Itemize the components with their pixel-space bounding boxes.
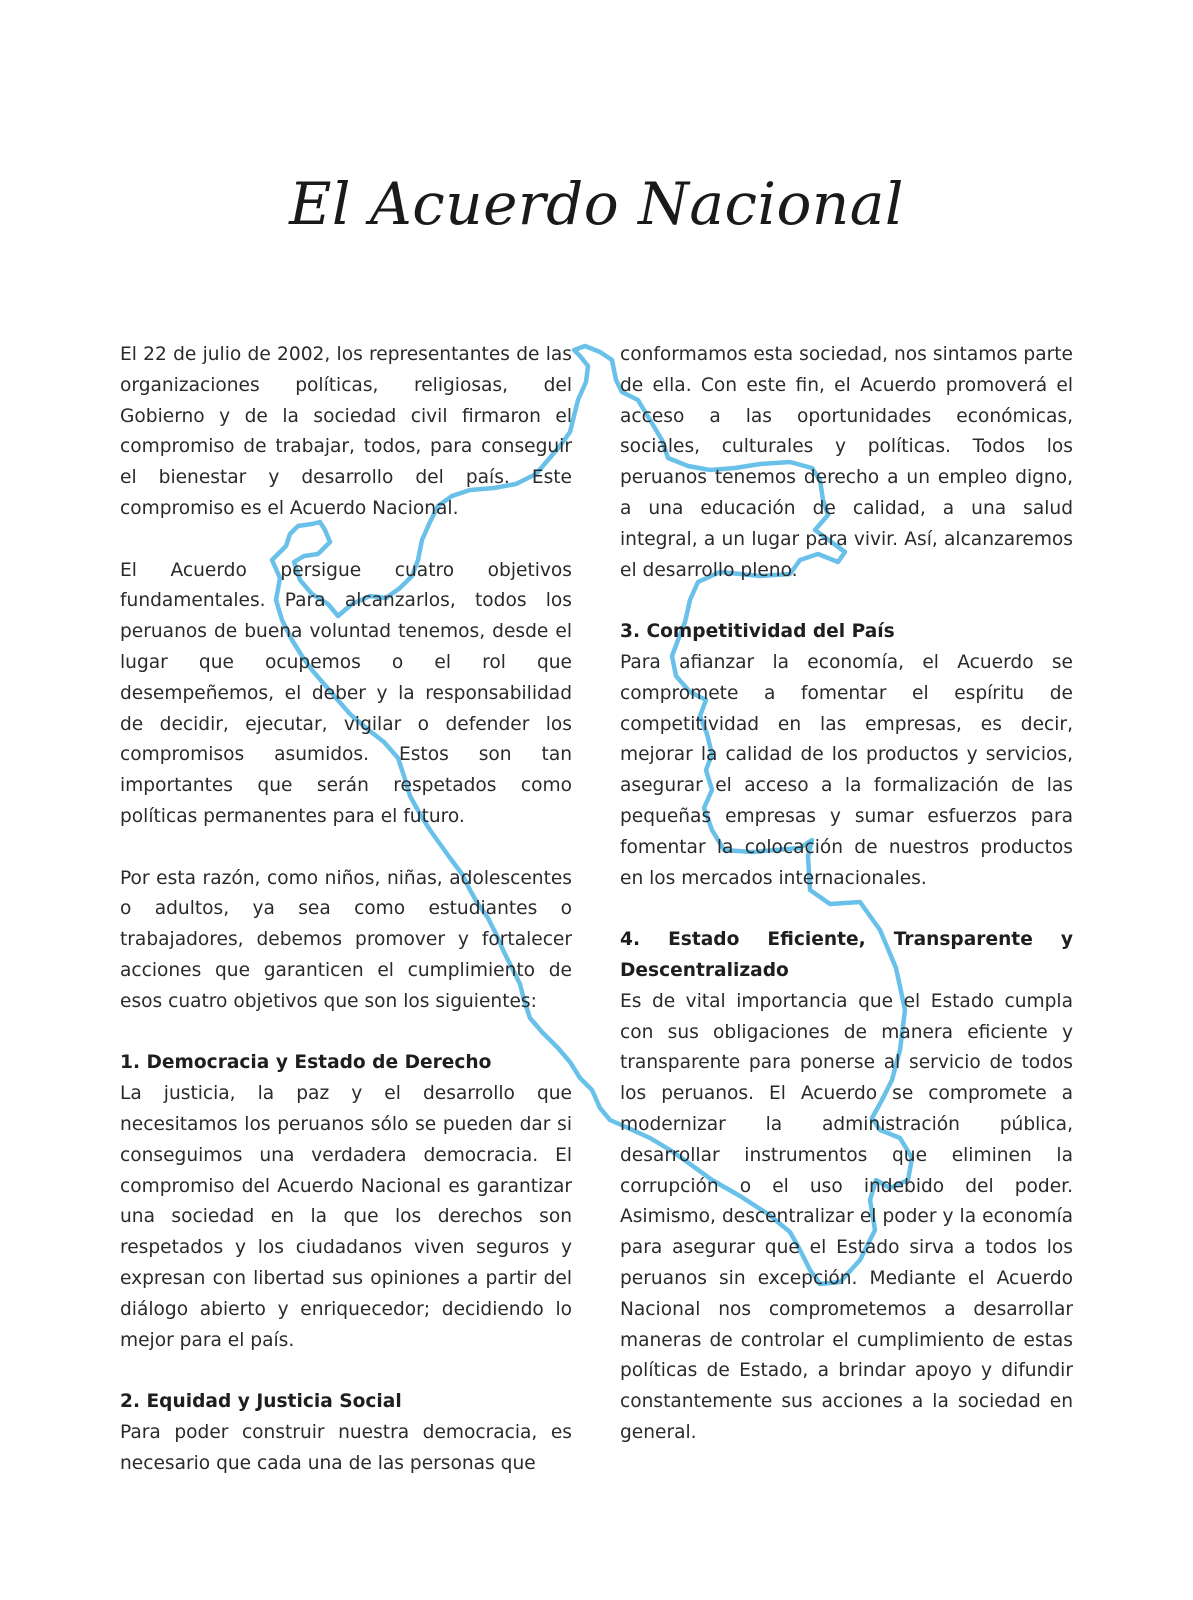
section-3-heading: 3. Competitividad del País: [620, 621, 895, 643]
section-1-text: La justicia, la paz y el desarrollo que necesitamos los peruanos sólo se pueden dar si conseguimos una verdadera democracia. El compromiso del Acuerdo Nacional es garantizar una sociedad en la que los derechos son respetados y los ciudadanos viven seguros y expresan con libertad sus opiniones a partir del diálogo abierto y enriquecedor; decidiendo lo mejor para el país.: [120, 1083, 572, 1351]
intro-paragraph: El 22 de julio de 2002, los representantes de las organizaciones políticas, religiosas, del Gobierno y de la sociedad civil firmaron el compromiso de trabajar, todos, para conseguir el bienestar y desarrollo del país. Este compromiso es el Acuerdo Nacional.: [120, 344, 572, 519]
section-4-heading: 4. Estado Eficiente, Transparente y Descentralizado: [620, 929, 1073, 981]
reason-paragraph: Por esta razón, como niños, niñas, adolescentes o adultos, ya sea como estudiantes o trabajadores, debemos promover y fortalecer acciones que garanticen el cumplimiento de esos cuatro objetivos que son los siguientes:: [120, 867, 572, 1012]
section-3-text: Para afianzar la economía, el Acuerdo se compromete a fomentar el espíritu de competitividad en las empresas, es decir, mejorar la calidad de los productos y servicios, asegurar el acceso a la formalización de las pequeñas empresas y sumar esfuerzos para fomentar la colocación de nuestros productos en los mercados internacionales.: [620, 651, 1073, 889]
section-1-heading: 1. Democracia y Estado de Derecho: [120, 1052, 492, 1074]
page-title: El Acuerdo Nacional: [289, 170, 904, 238]
section-2-continued: conformamos esta sociedad, nos sintamos parte de ella. Con este fin, el Acuerdo promoverá el acceso a las oportunidades económicas, sociales, culturales y políticas. Todos los peruanos tenemos derecho a un empleo digno, a una educación de calidad, a una salud integral, a un lugar para vivir. Así, alcanzaremos el desarrollo pleno.: [620, 344, 1073, 581]
section-2-text: Para poder construir nuestra democracia, es necesario que cada una de las personas que: [120, 1421, 572, 1474]
section-4-text: Es de vital importancia que el Estado cumpla con sus obligaciones de manera eficiente y transparente para ponerse al servicio de todos los peruanos. El Acuerdo se compromete a modernizar la administración pública, desarrollar instrumentos que eliminen la corrupción o el uso indebido del poder. Asimismo, descentralizar el poder y la economía para asegurar que el Estado sirva a todos los peruanos sin excepción. Mediante el Acuerdo Nacional nos comprometemos a desarrollar maneras de controlar el cumplimiento de estas políticas de Estado, a brindar apoyo y difundir constantemente sus acciones a la sociedad en general.: [620, 990, 1073, 1443]
section-2-heading: 2. Equidad y Justicia Social: [120, 1391, 402, 1413]
right-column: [620, 340, 1073, 1449]
left-column: [120, 340, 572, 1479]
objectives-paragraph: El Acuerdo persigue cuatro objetivos fundamentales. Para alcanzarlos, todos los peruanos de buena voluntad tenemos, desde el lugar que ocupemos o el rol que desempeñemos, el deber y la responsabilidad de decidir, ejecutar, vigilar o defender los compromisos asumidos. Estos son tan importantes que serán respetados como políticas permanentes para el futuro.: [120, 559, 572, 827]
